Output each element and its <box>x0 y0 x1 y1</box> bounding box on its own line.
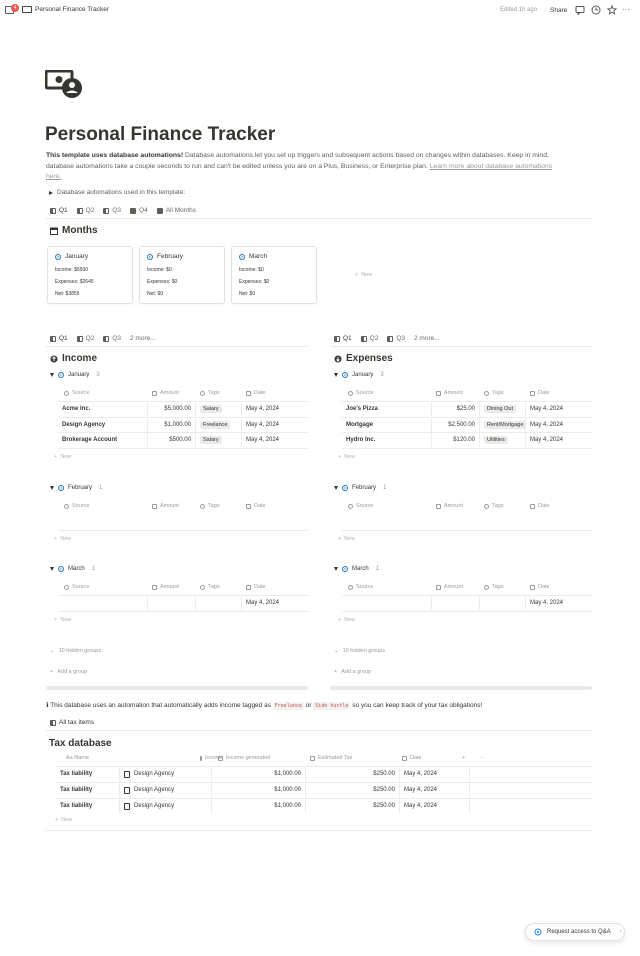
chevron-down-icon[interactable] <box>334 567 338 571</box>
automation-note: ℹ This database uses an automation that automatically adds income tagged as Freelance or Side hustle so you can keep track of your tax obligations! <box>46 702 483 709</box>
date-cell[interactable]: May 4, 2024 <box>400 799 470 813</box>
page-title[interactable]: Personal Finance Tracker <box>45 124 276 145</box>
expenses-view-tabs <box>334 332 449 345</box>
amount-icon <box>436 585 441 590</box>
income-generated-cell[interactable]: $1,000.00 <box>212 799 306 813</box>
code-side-hustle: Side hustle <box>315 703 349 709</box>
amount-icon <box>436 391 441 396</box>
intro-bold: This template uses database automations! <box>46 152 184 159</box>
amount-cell[interactable]: $500.00 <box>148 433 196 447</box>
income-title[interactable]: Income <box>50 353 97 364</box>
comment-icon[interactable] <box>575 5 585 15</box>
column-source[interactable]: Source <box>58 584 148 590</box>
divider <box>46 830 592 831</box>
column-amount[interactable]: Amount <box>148 503 196 509</box>
amount-cell[interactable] <box>432 596 480 610</box>
expenses-add-group[interactable]: + Add a group <box>334 669 372 675</box>
column-date[interactable]: Date <box>526 503 586 509</box>
income-cell[interactable]: Design Agency <box>120 799 212 813</box>
row-divider <box>58 530 308 531</box>
expenses-icon <box>334 355 342 363</box>
row-divider <box>342 611 592 612</box>
table-row[interactable] <box>58 417 308 432</box>
gallery-icon <box>77 208 83 214</box>
new-row-button[interactable]: + New <box>54 535 72 542</box>
calendar-icon <box>50 227 58 235</box>
column-source[interactable]: Source <box>342 390 432 396</box>
date-icon <box>246 391 251 396</box>
page-icon <box>124 803 130 810</box>
row-divider <box>342 530 592 531</box>
table-icon <box>77 336 83 342</box>
code-freelance: Freelance <box>274 703 302 709</box>
income-icon <box>50 355 58 363</box>
tab-all-months[interactable]: All Months <box>157 204 196 217</box>
intro-link[interactable]: Learn more about database automations here. <box>46 162 553 180</box>
chevron-down-icon[interactable] <box>334 373 338 377</box>
gallery-icon <box>103 208 109 214</box>
amount-cell[interactable]: $5,000.00 <box>148 402 196 416</box>
table-row[interactable] <box>58 432 308 447</box>
column-amount[interactable]: Amount <box>432 584 480 590</box>
source-cell[interactable]: Mortgage <box>342 418 432 432</box>
column-income-generated[interactable]: Income generated <box>214 755 308 761</box>
source-cell[interactable]: Acme Inc. <box>58 402 148 416</box>
tab-q3[interactable]: Q3 <box>103 332 121 345</box>
column-amount[interactable]: Amount <box>148 584 196 590</box>
tab-all-tax-items[interactable]: All tax items <box>50 716 94 729</box>
table-icon <box>50 720 56 726</box>
table-row[interactable] <box>342 417 592 432</box>
date-cell[interactable]: May 4, 2024 <box>400 783 470 797</box>
tags-cell[interactable]: Utilities <box>480 433 526 447</box>
toggle-arrow-icon[interactable] <box>49 191 53 195</box>
source-icon <box>348 585 353 590</box>
income-add-group[interactable]: + Add a group <box>50 669 88 675</box>
date-cell[interactable]: May 4, 2024 <box>246 421 280 428</box>
tags-icon <box>200 504 205 509</box>
group-header-1[interactable]: February 1 <box>334 485 386 491</box>
new-row-button[interactable]: + New <box>338 535 356 542</box>
months-title[interactable]: Months <box>50 225 98 236</box>
amount-icon <box>436 504 441 509</box>
column-date[interactable]: Date <box>402 755 462 761</box>
tags-icon <box>484 391 489 396</box>
divider <box>46 218 592 219</box>
tab-q4[interactable]: Q4 <box>130 204 148 217</box>
edited-timestamp: Edited 1h ago <box>500 7 538 13</box>
automations-toggle[interactable] <box>49 189 185 196</box>
date-icon <box>246 504 251 509</box>
more-icon[interactable]: ··· <box>622 5 630 14</box>
table-row[interactable] <box>342 401 592 416</box>
table-icon <box>50 336 56 342</box>
table-icon <box>361 336 367 342</box>
month-card-february[interactable]: February Income: $0 Expenses: $0 Net: $0 <box>139 246 225 304</box>
empty-cell <box>470 783 592 797</box>
table-row[interactable] <box>58 401 308 416</box>
months-view-tabs <box>50 204 205 217</box>
expenses-title[interactable]: Expenses <box>334 353 393 364</box>
column-amount[interactable]: Amount <box>432 390 480 396</box>
money-page-icon[interactable] <box>45 70 85 100</box>
divider <box>46 346 308 347</box>
amount-cell[interactable]: $2,500.00 <box>432 418 480 432</box>
chevron-down-icon[interactable] <box>50 567 54 571</box>
column-income[interactable]: Income <box>120 755 214 761</box>
tab-q3[interactable]: Q3 <box>103 204 121 217</box>
divider <box>330 346 592 347</box>
table-header-row <box>342 387 586 399</box>
source-icon <box>348 391 353 396</box>
income-cell[interactable]: Design Agency <box>120 783 212 797</box>
tab-q2[interactable]: Q2 <box>77 204 95 217</box>
column-tags[interactable]: Tags <box>480 390 526 396</box>
table-row[interactable] <box>342 595 592 610</box>
table-header-row <box>58 387 302 399</box>
source-cell[interactable] <box>58 596 148 610</box>
tab-q1[interactable]: Q1 <box>50 332 68 345</box>
status-icon <box>55 254 61 260</box>
table-icon <box>334 336 340 342</box>
intro-paragraph <box>46 151 566 183</box>
tags-icon <box>484 585 489 590</box>
more-views[interactable]: 2 more... <box>130 335 156 342</box>
gallery-icon <box>50 208 56 214</box>
divider <box>46 730 592 731</box>
amount-cell[interactable]: $120.00 <box>432 433 480 447</box>
column-date[interactable]: Date <box>242 390 302 396</box>
income-scrollbar[interactable] <box>46 686 308 690</box>
table-header-row <box>58 581 302 593</box>
tab-q1[interactable]: Q1 <box>50 204 68 217</box>
tab-q3[interactable]: Q3 <box>387 332 405 345</box>
date-cell[interactable]: May 4, 2024 <box>530 421 564 428</box>
tags-cell[interactable] <box>480 596 526 610</box>
column-source[interactable]: Source <box>58 503 148 509</box>
chevron-down-icon[interactable] <box>334 486 338 490</box>
amount-cell[interactable] <box>148 596 196 610</box>
column-date[interactable]: Date <box>526 584 586 590</box>
column-tags[interactable]: Tags <box>196 503 242 509</box>
tax-new-row[interactable]: + New <box>55 817 73 823</box>
tags-icon <box>484 504 489 509</box>
star-icon[interactable] <box>607 5 617 15</box>
group-header-1[interactable]: February 1 <box>50 485 102 491</box>
column-source[interactable]: Source <box>58 390 148 396</box>
intro-text: Database automations let you set up triggers and subsequent actions based on changes within databases. Keep in mind, database automations take a couple seconds to run and can't be edited unless you are on a Plus, Business, or Enterprise plan. <box>46 152 549 170</box>
estimated-tax-cell[interactable]: $250.00 <box>306 799 400 813</box>
table-icon <box>387 336 393 342</box>
table-header-row <box>342 581 586 593</box>
table-row[interactable] <box>342 432 592 447</box>
date-icon <box>530 585 535 590</box>
tax-view-tabs <box>50 716 103 729</box>
source-icon <box>348 504 353 509</box>
amount-cell[interactable]: $25.00 <box>432 402 480 416</box>
column-tags[interactable]: Tags <box>196 390 242 396</box>
source-cell[interactable]: Brokerage Account <box>58 433 148 447</box>
estimated-tax-cell[interactable]: $250.00 <box>306 783 400 797</box>
date-cell[interactable]: May 4, 2024 <box>246 437 280 443</box>
tab-q2[interactable]: Q2 <box>77 332 95 345</box>
income-generated-cell[interactable]: $1,000.00 <box>212 767 306 781</box>
relation-icon <box>200 756 202 761</box>
name-cell[interactable]: Tax liability <box>56 783 120 797</box>
page-icon <box>124 771 130 778</box>
source-cell[interactable]: Joe's Pizza <box>342 402 432 416</box>
empty-cell <box>470 767 592 781</box>
status-icon <box>342 566 348 572</box>
date-cell[interactable]: May 4, 2024 <box>530 600 564 606</box>
source-icon <box>64 391 69 396</box>
column-tags[interactable]: Tags <box>480 584 526 590</box>
row-divider <box>58 448 308 449</box>
status-icon <box>147 254 153 260</box>
clock-icon[interactable] <box>591 5 601 15</box>
column-tags[interactable]: Tags <box>196 584 242 590</box>
column-date[interactable]: Date <box>242 584 302 590</box>
add-column-icon[interactable]: + <box>462 755 466 761</box>
new-month-button[interactable]: + New <box>355 272 373 278</box>
group-header-2[interactable]: March 1 <box>50 566 95 572</box>
tags-cell[interactable]: Freelance <box>196 418 242 432</box>
tags-cell[interactable]: Rent/Mortgage <box>480 418 526 432</box>
request-access-button[interactable]: Request access to Q&A › <box>525 923 625 941</box>
page-icon <box>124 787 130 794</box>
date-cell[interactable]: May 4, 2024 <box>246 600 280 606</box>
tags-icon <box>200 391 205 396</box>
new-row-button[interactable]: + New <box>338 616 356 623</box>
table-row[interactable] <box>56 782 592 797</box>
name-cell[interactable]: Tax liability <box>56 799 120 813</box>
status-icon <box>342 372 348 378</box>
rollup-icon <box>218 756 223 761</box>
page-icon-small <box>22 6 32 13</box>
column-source[interactable]: Source <box>342 584 432 590</box>
income-hidden-groups[interactable]: ⌄ 10 hidden groups <box>50 648 102 654</box>
gallery-icon <box>130 208 136 214</box>
tax-header-row <box>46 752 592 764</box>
source-cell[interactable]: Hydro Inc. <box>342 433 432 447</box>
group-header-0[interactable]: January 3 <box>50 372 100 378</box>
month-card-january[interactable]: January Income: $6500 Expenses: $2645 Net: $3855 <box>47 246 133 304</box>
column-name[interactable]: Aa Name <box>66 755 89 761</box>
group-header-2[interactable]: March 1 <box>334 566 379 572</box>
date-cell[interactable]: May 4, 2024 <box>400 767 470 781</box>
column-estimated-tax[interactable]: Estimated Tax <box>308 755 402 761</box>
notification-badge[interactable]: 4 <box>11 4 19 12</box>
column-amount[interactable]: Amount <box>432 503 480 509</box>
date-cell[interactable]: May 4, 2024 <box>246 406 280 412</box>
formula-icon <box>310 756 315 761</box>
new-row-button[interactable]: + New <box>54 453 72 460</box>
new-row-button[interactable]: + New <box>54 616 72 623</box>
tab-q1[interactable]: Q1 <box>334 332 352 345</box>
expenses-scrollbar[interactable] <box>330 686 592 690</box>
tab-q2[interactable]: Q2 <box>361 332 379 345</box>
tags-cell[interactable] <box>196 596 242 610</box>
breadcrumb-title[interactable]: Personal Finance Tracker <box>35 6 110 13</box>
share-button[interactable]: Share <box>550 7 568 14</box>
tags-cell[interactable]: Salary <box>196 433 242 447</box>
info-icon: ℹ <box>46 702 49 709</box>
status-icon <box>58 372 64 378</box>
column-source[interactable]: Source <box>342 503 432 509</box>
expenses-hidden-groups[interactable]: ⌄ 10 hidden groups <box>334 648 386 654</box>
row-divider <box>342 448 592 449</box>
amount-icon <box>152 391 157 396</box>
source-cell[interactable]: Design Agency <box>58 418 148 432</box>
income-cell[interactable]: Design Agency <box>120 767 212 781</box>
table-icon <box>103 336 109 342</box>
table-header-row <box>58 500 302 512</box>
date-cell[interactable]: May 4, 2024 <box>530 406 564 412</box>
gallery-icon <box>157 208 163 214</box>
date-icon <box>530 391 535 396</box>
column-amount[interactable]: Amount <box>148 390 196 396</box>
month-card-march[interactable]: March Income: $0 Expenses: $0 Net: $0 <box>231 246 317 304</box>
top-bar <box>0 0 640 22</box>
tags-cell[interactable]: Salary <box>196 402 242 416</box>
more-views[interactable]: 2 more... <box>414 335 440 342</box>
date-icon <box>530 504 535 509</box>
status-icon <box>58 485 64 491</box>
column-tags[interactable]: Tags <box>480 503 526 509</box>
column-date[interactable]: Date <box>242 503 302 509</box>
name-cell[interactable]: Tax liability <box>56 767 120 781</box>
tags-icon <box>200 585 205 590</box>
amount-cell[interactable]: $1,000.00 <box>148 418 196 432</box>
income-view-tabs <box>50 332 165 345</box>
table-row[interactable] <box>56 766 592 781</box>
empty-cell <box>470 799 592 813</box>
more-icon[interactable]: ··· <box>480 755 486 761</box>
chevron-down-icon[interactable] <box>50 373 54 377</box>
amount-icon <box>152 585 157 590</box>
new-row-button[interactable]: + New <box>338 453 356 460</box>
source-icon <box>64 504 69 509</box>
calendar-icon <box>402 756 407 761</box>
table-row[interactable] <box>56 798 592 813</box>
date-cell[interactable]: May 4, 2024 <box>530 437 564 443</box>
row-divider <box>58 611 308 612</box>
group-header-0[interactable]: January 3 <box>334 372 384 378</box>
income-generated-cell[interactable]: $1,000.00 <box>212 783 306 797</box>
date-icon <box>246 585 251 590</box>
chevron-down-icon[interactable] <box>50 486 54 490</box>
estimated-tax-cell[interactable]: $250.00 <box>306 767 400 781</box>
status-icon <box>342 485 348 491</box>
chevron-right-icon: › <box>619 929 622 935</box>
table-header-row <box>342 500 586 512</box>
toggle-label: Database automations used in this template: <box>57 189 186 196</box>
status-icon <box>58 566 64 572</box>
tax-title[interactable]: Tax database <box>49 738 112 749</box>
amount-icon <box>152 504 157 509</box>
table-row[interactable] <box>58 595 308 610</box>
tags-cell[interactable]: Dining Out <box>480 402 526 416</box>
source-cell[interactable] <box>342 596 432 610</box>
status-icon <box>239 254 245 260</box>
source-icon <box>64 585 69 590</box>
sparkle-icon <box>534 928 542 936</box>
column-date[interactable]: Date <box>526 390 586 396</box>
